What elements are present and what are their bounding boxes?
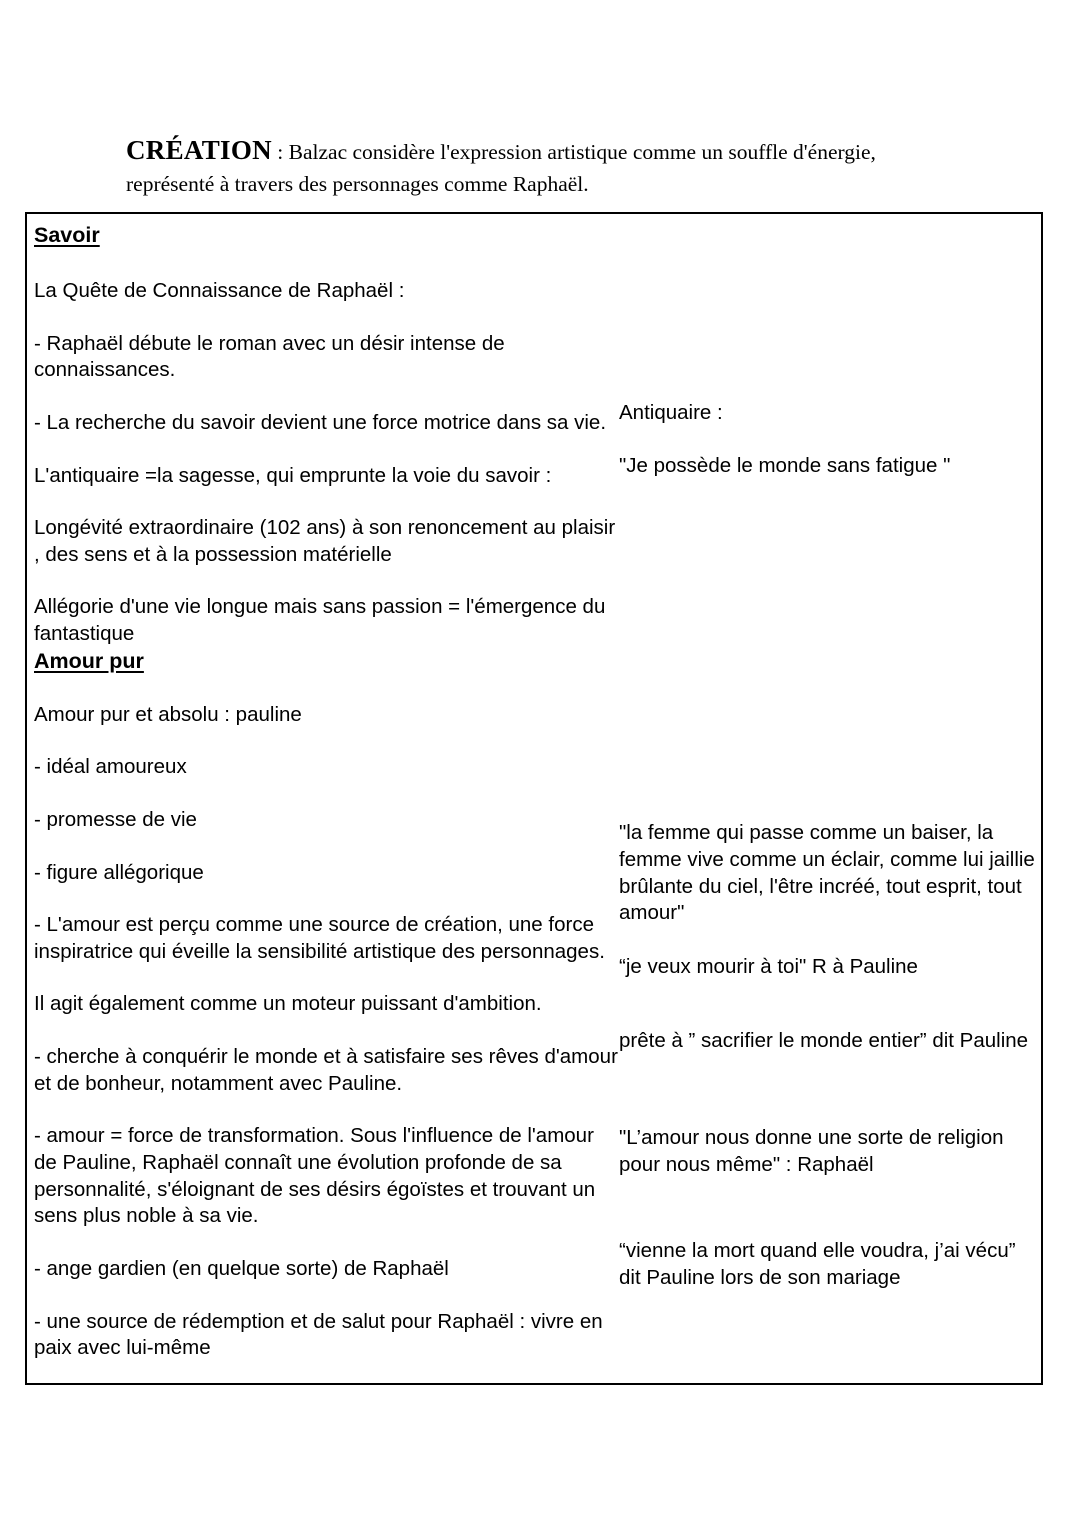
quote-sorte-religion: "L’amour nous donne une sorte de religion pour nous même" : Raphaël [619,1126,1010,1176]
quote-mourir-a-toi: “je veux mourir à toi" R à Pauline [619,954,918,978]
content-table [25,212,1043,1385]
paragraph-conquerir-monde: - cherche à conquérir le monde et à satisfaire ses rêves d'amour et de bonheur, notamment avec Pauline. [34,1045,624,1095]
paragraph-allegorie: Allégorie d'une vie longue mais sans passion = l'émergence du fantastique [34,595,612,646]
paragraph-recherche-savoir: - La recherche du savoir devient une force motrice dans sa vie. [34,410,607,434]
paragraph-force-transformation: - amour = force de transformation. Sous l'influence de l'amour de Pauline, Raphaël connaît une évolution profonde de sa personnalité, s'éloignant de ses désirs égoïstes et trouvant un sens plus noble à sa vie. [34,1124,601,1228]
paragraph-longevite: Longévité extraordinaire (102 ans) à son renoncement au plaisir , des sens et à la possession matérielle [34,516,621,566]
paragraph-debute-roman: - Raphaël débute le roman avec un désir intense de connaissances. [34,331,511,382]
paragraph-figure-allegorique: - figure allégorique [34,860,204,884]
quote-femme-baiser: "la femme qui passe comme un baiser, la femme vive comme un éclair, comme lui jaillie brûlante du ciel, l'être incréé, tout esprit, tout amour" [619,821,1041,925]
quote-vienne-la-mort: “vienne la mort quand elle voudra, j’ai vécu” dit Pauline lors de son mariage [619,1239,1022,1290]
paragraph-source-creation: - L'amour est perçu comme une source de création, une force inspiratrice qui éveille la sensibilité artistique des personnages. [34,913,605,963]
paragraph-moteur-ambition: Il agit également comme un moteur puissant d'ambition. [34,992,542,1016]
section-heading-amour-wrap [34,648,622,676]
paragraph-ideal-amoureux: - idéal amoureux [34,755,187,779]
paragraph-amour-absolu: Amour pur et absolu : pauline [34,702,302,726]
paragraph-promesse-vie: - promesse de vie [34,807,197,831]
paragraph-redemption: - une source de rédemption et de salut pour Raphaël : vivre en paix avec lui-même [34,1309,609,1360]
section-heading-amour-pur: Amour pur [34,648,144,673]
paragraph-antiquaire-sagesse: L'antiquaire =la sagesse, qui emprunte la voie du savoir : [34,463,552,487]
header-title: CRÉATION [126,135,272,165]
paragraph-ange-gardien: - ange gardien (en quelque sorte) de Raphaël [34,1256,449,1280]
quote-sacrifier-monde: prête à ” sacrifier le monde entier” dit Pauline [619,1029,1029,1053]
header-subtitle: : Balzac considère l'expression artistique comme un souffle d'énergie, représenté à travers des personnages comme Raphaël. [126,140,876,197]
left-column [34,222,622,1362]
right-column [619,222,1041,1292]
section-heading-savoir: Savoir [34,223,100,247]
label-antiquaire: Antiquaire : [619,401,723,424]
quote-possede-monde: "Je possède le monde sans fatigue " [619,453,951,477]
table-columns [27,214,1041,1383]
section-heading-savoir-wrap [34,222,622,250]
page-header [126,131,946,200]
paragraph-quete: La Quête de Connaissance de Raphaël : [34,278,405,302]
